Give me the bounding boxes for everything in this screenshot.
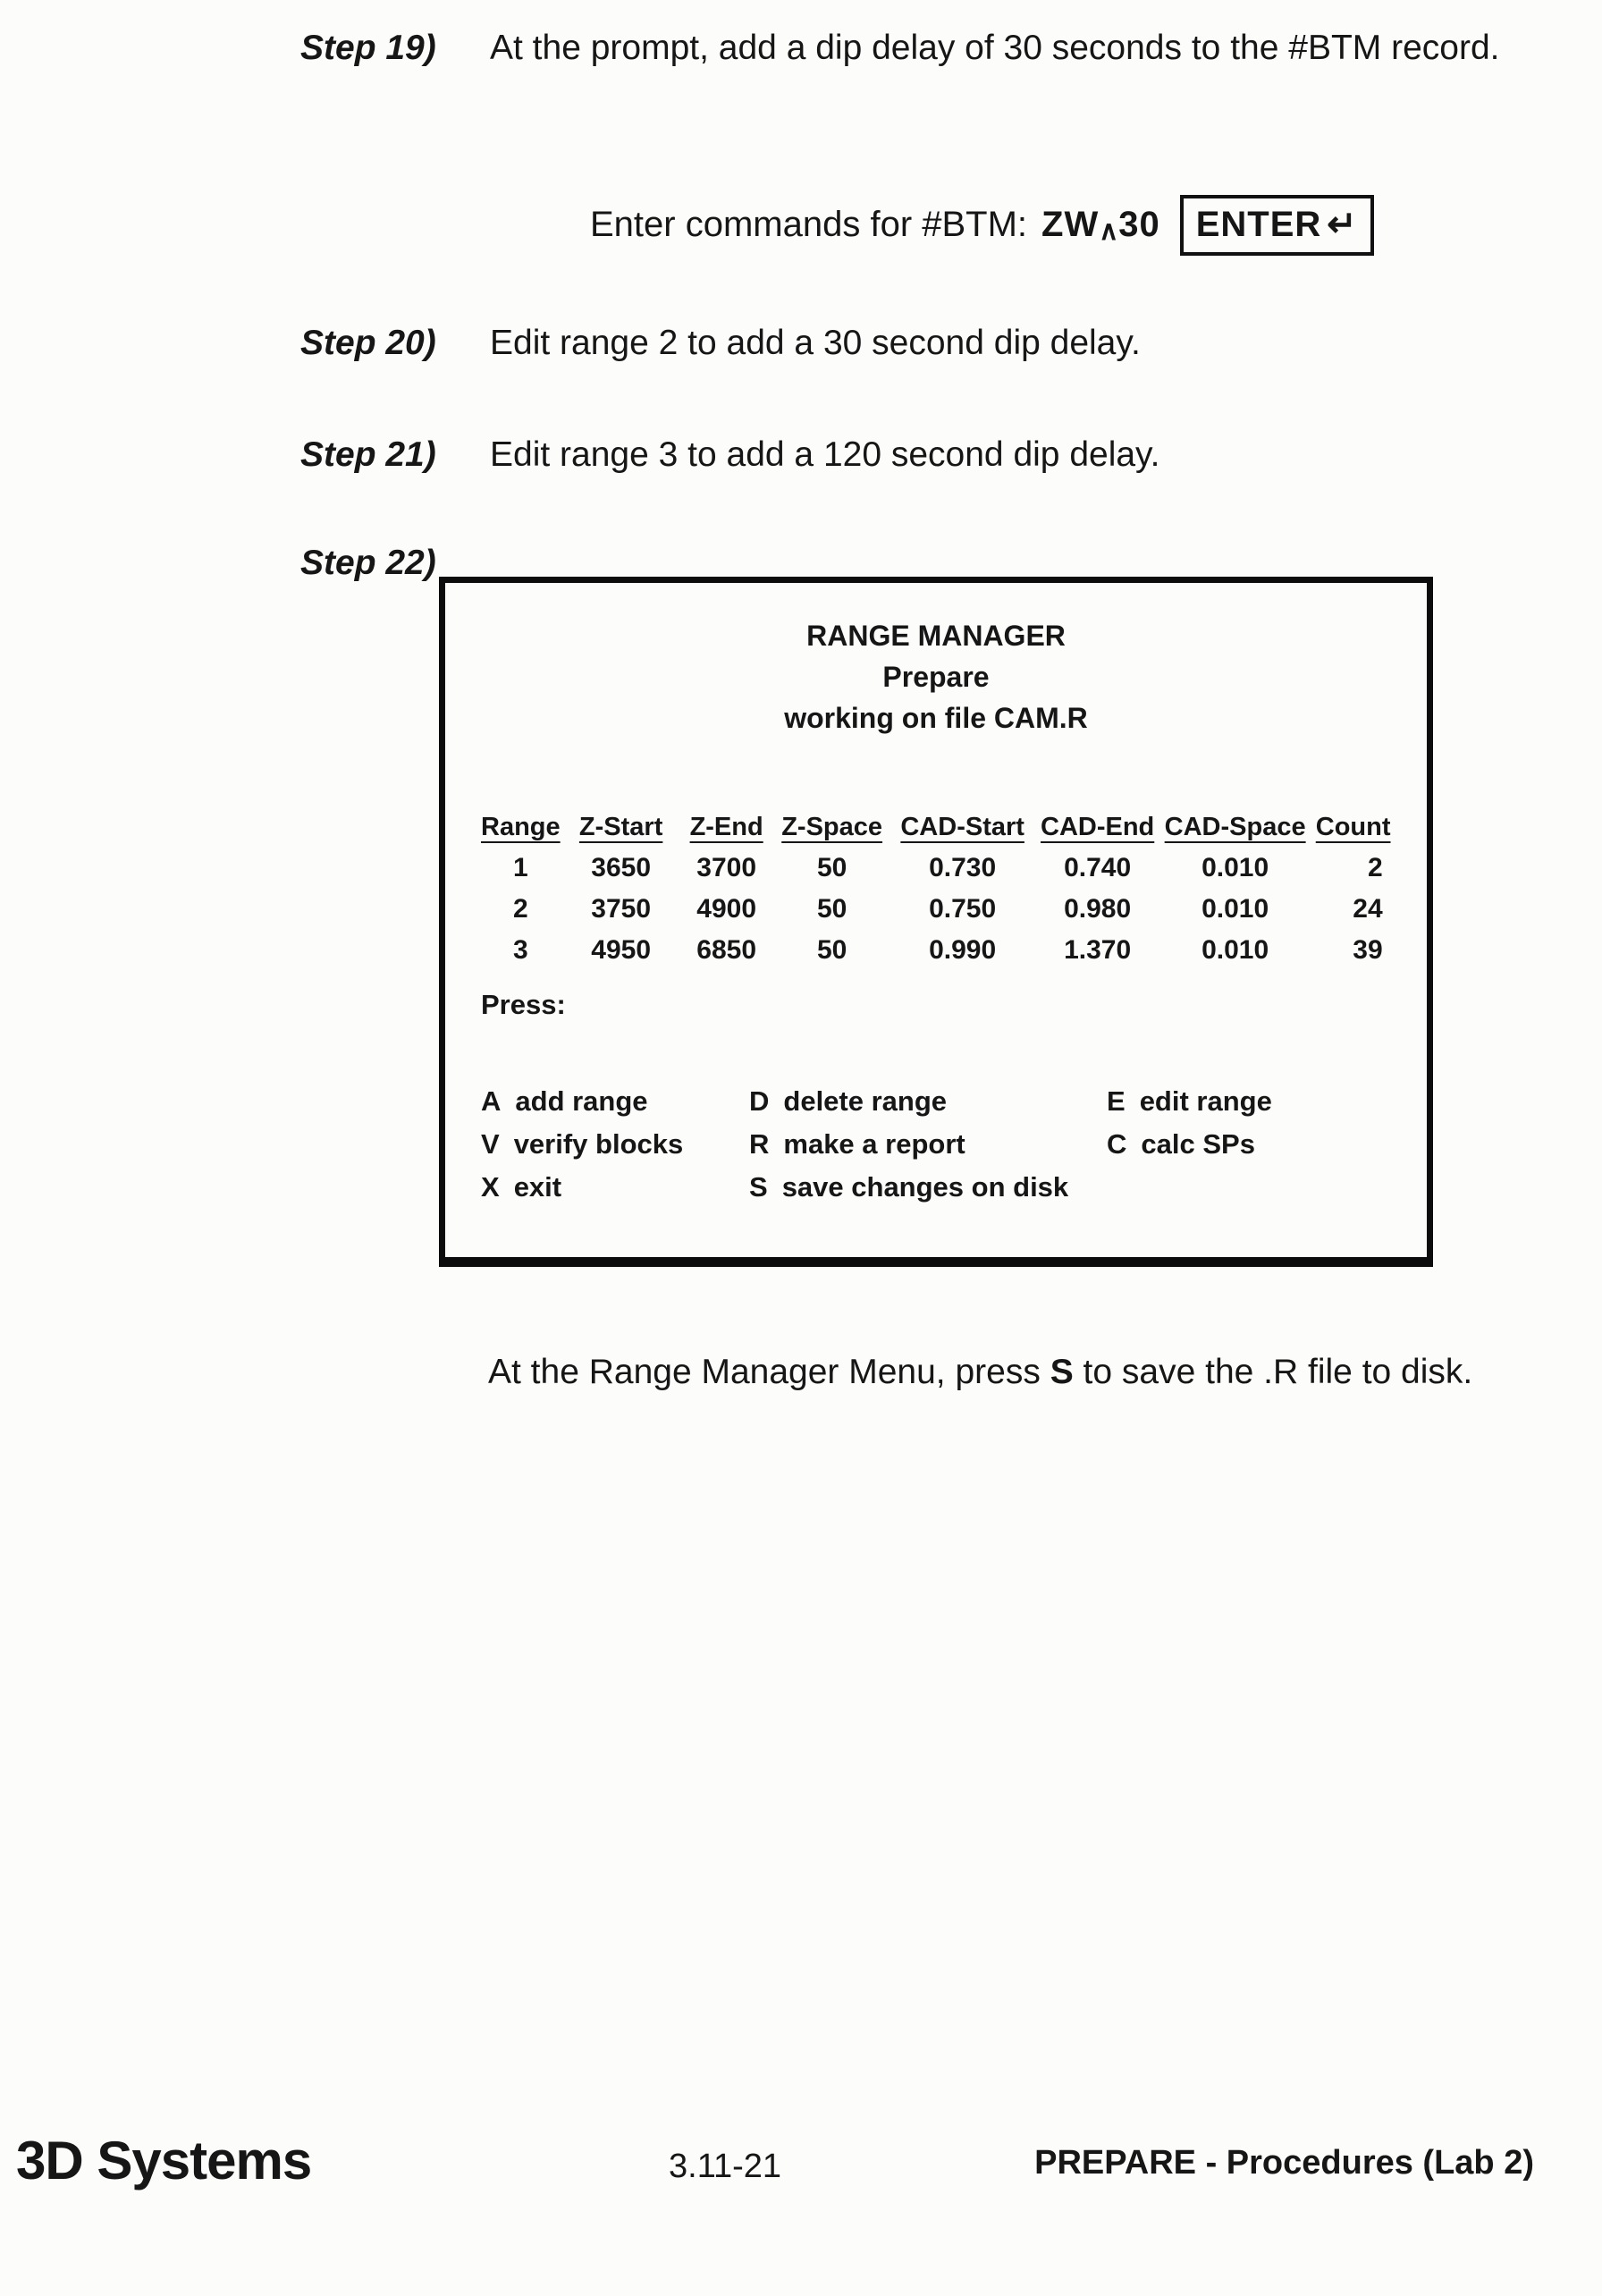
table-cell: 1 [512, 853, 528, 882]
table-cell: 3700 [696, 853, 757, 882]
column-header-zstart: Z-Start [578, 813, 663, 841]
table-cell: 0.740 [1064, 853, 1132, 882]
brand-logo-text: 3D Systems [16, 2131, 312, 2190]
closing-key-s: S [1050, 1353, 1074, 1391]
column-header-range: Range [481, 813, 561, 841]
page-number: 3.11-21 [669, 2148, 782, 2185]
screen-title: RANGE MANAGER [806, 620, 1066, 652]
table-cell: 4950 [591, 935, 652, 965]
press-label: Press: [481, 989, 566, 1020]
step-19 [300, 20, 1499, 77]
menu-label: edit range [1139, 1085, 1272, 1117]
terminal-menu [481, 1080, 1427, 1209]
space-caret-icon: ∧ [1099, 216, 1119, 246]
table-cell: 0.730 [929, 853, 997, 882]
menu-key: R [749, 1128, 770, 1160]
table-cell: 0.010 [1202, 935, 1269, 965]
step-21 [300, 426, 1160, 484]
table-cell: 6850 [696, 935, 757, 965]
table-cell: 0.010 [1202, 894, 1269, 924]
range-table [477, 801, 1395, 971]
menu-label: calc SPs [1141, 1128, 1255, 1160]
command-text-zw: ZW [1041, 205, 1100, 244]
menu-label: exit [513, 1171, 562, 1203]
table-row [477, 930, 1395, 971]
table-cell: 39 [1353, 935, 1383, 965]
step-19-label: Step 19) [300, 29, 436, 67]
command-prompt-line [590, 195, 1374, 257]
step-21-text: Edit range 3 to add a 120 second dip delay. [490, 435, 1160, 474]
menu-key: X [481, 1171, 500, 1203]
table-cell: 0.990 [929, 935, 997, 965]
menu-item-calc-sps [1107, 1123, 1427, 1166]
step-20-text: Edit range 2 to add a 30 second dip delay. [490, 324, 1141, 362]
table-cell: 3 [512, 935, 528, 965]
menu-key: C [1107, 1128, 1127, 1160]
table-cell: 24 [1353, 894, 1383, 924]
table-cell: 0.750 [929, 894, 997, 924]
step-21-label: Step 21) [300, 435, 436, 474]
column-header-zspace: Z-Space [781, 813, 883, 841]
step-20-label: Step 20) [300, 324, 436, 362]
menu-item-edit-range [1107, 1080, 1427, 1123]
table-cell: 0.980 [1064, 894, 1132, 924]
menu-label: delete range [783, 1085, 948, 1117]
table-cell: 3750 [591, 894, 652, 924]
menu-item-add-range [481, 1080, 749, 1123]
step-22-label: Step 22) [300, 544, 436, 582]
table-cell: 4900 [696, 894, 757, 924]
table-cell: 2 [512, 894, 528, 924]
menu-item-empty [1107, 1166, 1427, 1209]
range-manager-screen [439, 577, 1433, 1267]
menu-label: save changes on disk [781, 1171, 1069, 1203]
step-20 [300, 315, 1141, 372]
menu-key: S [749, 1171, 768, 1203]
table-row [477, 889, 1395, 930]
menu-item-save-changes [749, 1166, 1107, 1209]
table-cell: 2 [1367, 853, 1383, 882]
table-cell: 50 [816, 935, 847, 965]
menu-label: make a report [783, 1128, 965, 1160]
column-header-cadstart: CAD-Start [900, 813, 1024, 841]
return-arrow-icon: ↵ [1327, 205, 1358, 244]
command-text-30: 30 [1118, 205, 1160, 244]
column-header-count: Count [1315, 813, 1391, 841]
screen-header [445, 583, 1427, 739]
menu-item-verify-blocks [481, 1123, 749, 1166]
closing-text-pre: At the Range Manager Menu, press [488, 1353, 1050, 1391]
menu-key: D [749, 1085, 770, 1117]
menu-item-delete-range [749, 1080, 1107, 1123]
enter-key-label: ENTER [1195, 205, 1322, 244]
table-cell: 0.010 [1202, 853, 1269, 882]
step-19-text: At the prompt, add a dip delay of 30 seconds to the #BTM record. [490, 29, 1500, 67]
table-cell: 50 [816, 853, 847, 882]
screen-file-line: working on file CAM.R [784, 702, 1088, 734]
range-table-header-row [477, 801, 1395, 848]
table-cell: 3650 [591, 853, 652, 882]
menu-key: V [481, 1128, 500, 1160]
enter-key [1180, 195, 1374, 256]
closing-text-post: to save the .R file to disk. [1073, 1353, 1473, 1391]
command-prompt-prefix: Enter commands for #BTM: [590, 205, 1028, 244]
column-header-cadspace: CAD-Space [1164, 813, 1306, 841]
menu-label: add range [515, 1085, 648, 1117]
screen-subtitle: Prepare [882, 661, 990, 693]
menu-key: A [481, 1085, 502, 1117]
menu-key: E [1107, 1085, 1126, 1117]
table-row [477, 848, 1395, 889]
table-cell: 1.370 [1064, 935, 1132, 965]
section-title: PREPARE - Procedures (Lab 2) [1034, 2144, 1534, 2182]
column-header-cadend: CAD-End [1041, 813, 1155, 841]
menu-item-make-report [749, 1123, 1107, 1166]
menu-item-exit [481, 1166, 749, 1209]
menu-label: verify blocks [513, 1128, 684, 1160]
table-cell: 50 [816, 894, 847, 924]
column-header-zend: Z-End [689, 813, 763, 841]
closing-instruction [488, 1343, 1472, 1402]
